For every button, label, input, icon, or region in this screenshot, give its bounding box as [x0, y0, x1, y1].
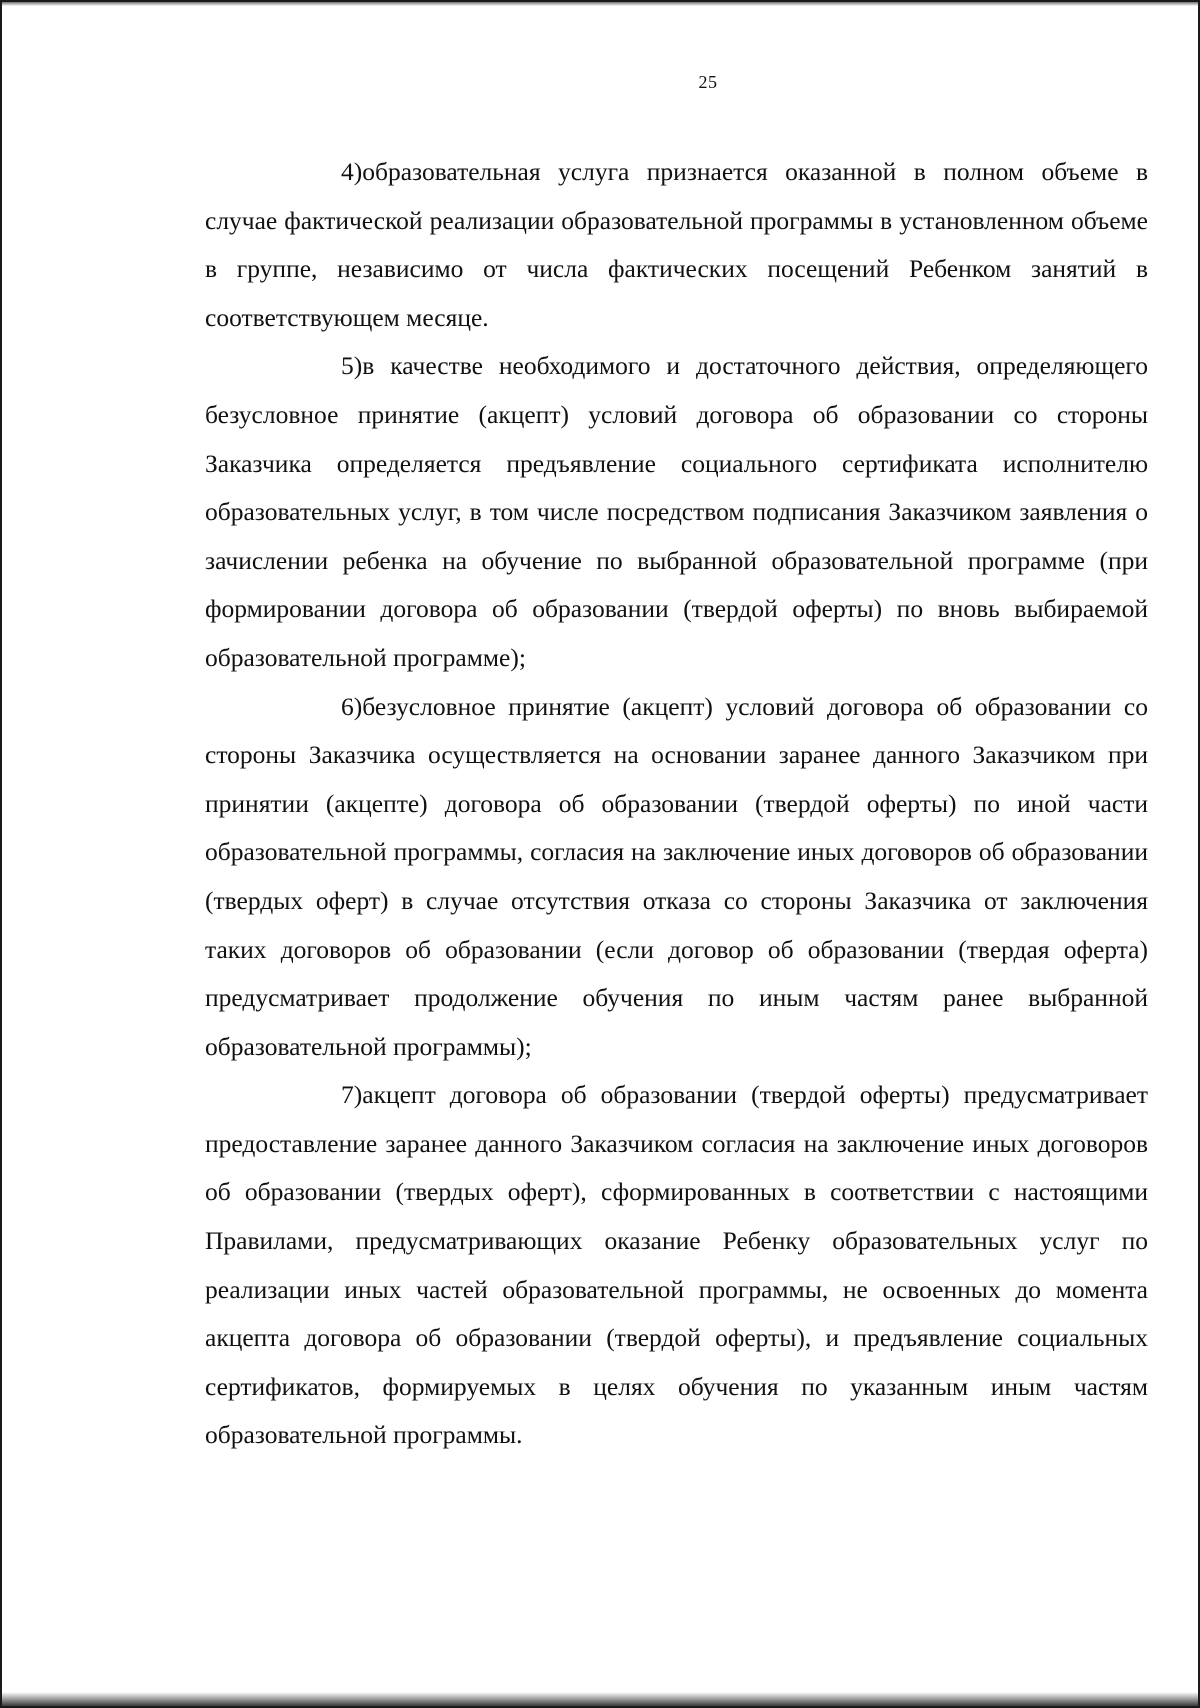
clause-text: безусловное принятие (акцепт) условий договора об образовании со стороны Заказчика осуществляется на основании заранее данного Заказчиком при принятии (акцепте) договора об образовании (твердой оферты) по иной части образовательной программы, согласия на заключение иных договоров об образовании (твердых оферт) в случае отсутствия отказа со стороны Заказчика от заключения таких договоров об образовании (если договор об образовании (твердая оферта) предусматривает продолжение обучения по иным частям ранее выбранной образовательной программы);: [205, 691, 1148, 1061]
scan-top-edge: [0, 0, 1200, 6]
clause-7: [205, 1071, 1148, 1460]
scan-bottom-edge: [0, 1692, 1200, 1708]
clause-text: акцепт договора об образовании (твердой оферты) предусматривает предоставление заранее данного Заказчиком согласия на заключение иных договоров об образовании (твердых оферт), сформированных в соответствии с настоящими Правилами, предусматривающих оказание Ребенку образовательных услуг по реализации иных частей образовательной программы, не освоенных до момента акцепта договора об образовании (твердой оферты), и предъявление социальных сертификатов, формируемых в целях обучения по указанным иным частям образовательной программы.: [205, 1080, 1148, 1450]
clause-text: в качестве необходимого и достаточного действия, определяющего безусловное принятие (акцепт) условий договора об образовании со стороны Заказчика определяется предъявление социального сертификата исполнителю образовательных услуг, в том числе посредством подписания Заказчиком заявления о зачислении ребенка на обучение по выбранной образовательной программе (при формировании договора об образовании (твердой оферты) по вновь выбираемой образовательной программе);: [205, 351, 1148, 672]
clause-6: [205, 683, 1148, 1072]
document-body: [205, 148, 1148, 1460]
clause-text: образовательная услуга признается оказанной в полном объеме в случае фактической реализации образовательной программы в установленном объеме в группе, независимо от числа фактических посещений Ребенком занятий в соответствующем месяце.: [205, 157, 1148, 332]
page-number: 25: [698, 72, 718, 92]
clause-number: 4): [341, 157, 363, 186]
clause-number: 5): [341, 351, 363, 381]
clause-4: [205, 148, 1148, 342]
clause-number: 6): [341, 691, 363, 721]
clause-number: 7): [341, 1080, 363, 1110]
clause-5: [205, 342, 1148, 682]
